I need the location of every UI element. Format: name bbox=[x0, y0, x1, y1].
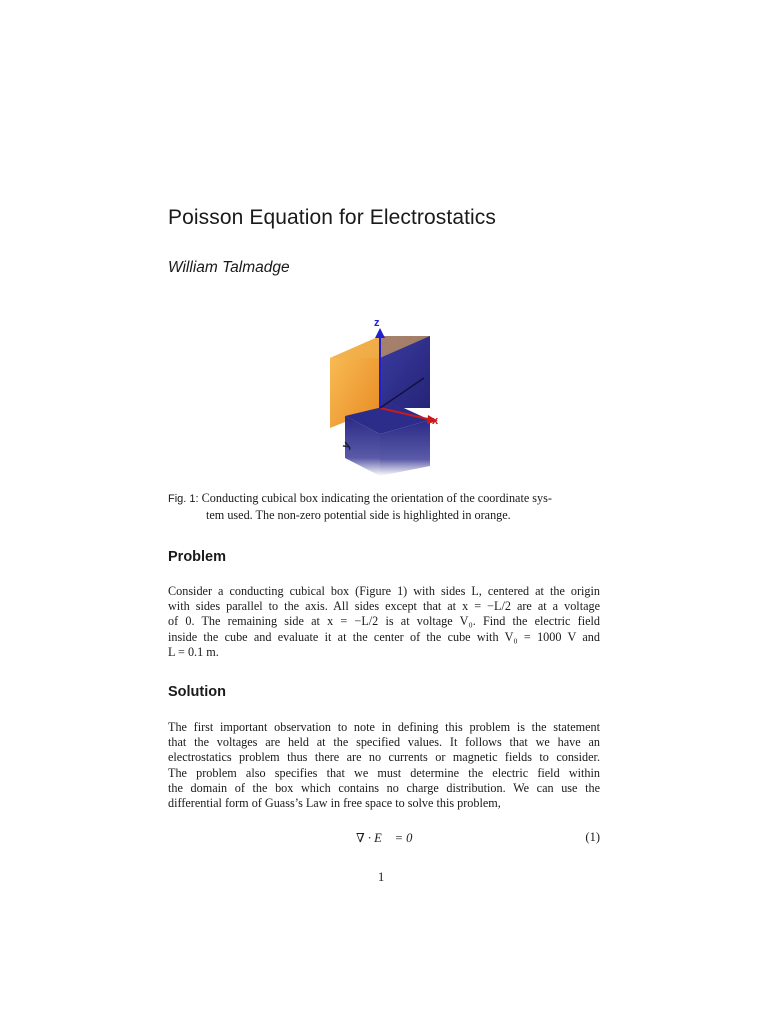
problem-line: with sides parallel to the axis. All sides except that at x = −L/2 are at a voltage bbox=[168, 599, 600, 614]
z-axis-label: z bbox=[374, 317, 380, 329]
y-axis-label: y bbox=[339, 439, 354, 451]
solution-line: differential form of Guass’s Law in free space to solve this problem, bbox=[168, 796, 501, 811]
caption-line-1: Conducting cubical box indicating the orientation of the coordinate sys- bbox=[201, 491, 552, 505]
page-number: 1 bbox=[378, 870, 385, 884]
solution-line: The problem also specifies that we must determine the electric field within bbox=[168, 765, 600, 780]
equation-1 bbox=[168, 830, 600, 848]
problem-line: Consider a conducting cubical box (Figure 1) with sides L, centered at the origin bbox=[168, 584, 600, 598]
caption-label: Fig. 1: bbox=[168, 493, 199, 505]
solution-paragraph bbox=[168, 720, 600, 811]
author-name: William Talmadge bbox=[168, 259, 290, 276]
equation-expression: ∇ · E⃗ = 0 bbox=[356, 831, 413, 845]
problem-line: L = 0.1 m. bbox=[168, 644, 219, 659]
figure-1 bbox=[270, 316, 500, 481]
problem-paragraph bbox=[168, 584, 600, 660]
x-axis-label: x bbox=[432, 415, 439, 427]
paper-title: Poisson Equation for Electrostatics bbox=[168, 206, 496, 229]
section-heading-solution: Solution bbox=[168, 684, 226, 700]
section-heading-problem: Problem bbox=[168, 549, 227, 565]
solution-line: that the voltages are held at the specified values. It follows that we have an bbox=[168, 735, 600, 750]
z-axis-arrow bbox=[375, 328, 385, 338]
solution-line: the domain of the box which contains no charge distribution. We can use the bbox=[168, 780, 600, 795]
cube-illustration bbox=[270, 316, 500, 481]
equation-number: (1) bbox=[585, 830, 600, 844]
solution-line: electrostatics problem thus there are no currents or magnetic fields to consider. bbox=[168, 750, 600, 765]
caption-line-2: tem used. The non-zero potential side is highlighted in orange. bbox=[206, 508, 511, 522]
solution-line: The first important observation to note in defining this problem is the statement bbox=[168, 720, 600, 734]
figure-caption bbox=[168, 490, 600, 523]
problem-line: inside the cube and evaluate it at the center of the cube with V₀ = 1000 V and bbox=[168, 629, 600, 644]
problem-line: of 0. The remaining side at x = −L/2 is at voltage V₀. Find the electric field bbox=[168, 614, 600, 629]
